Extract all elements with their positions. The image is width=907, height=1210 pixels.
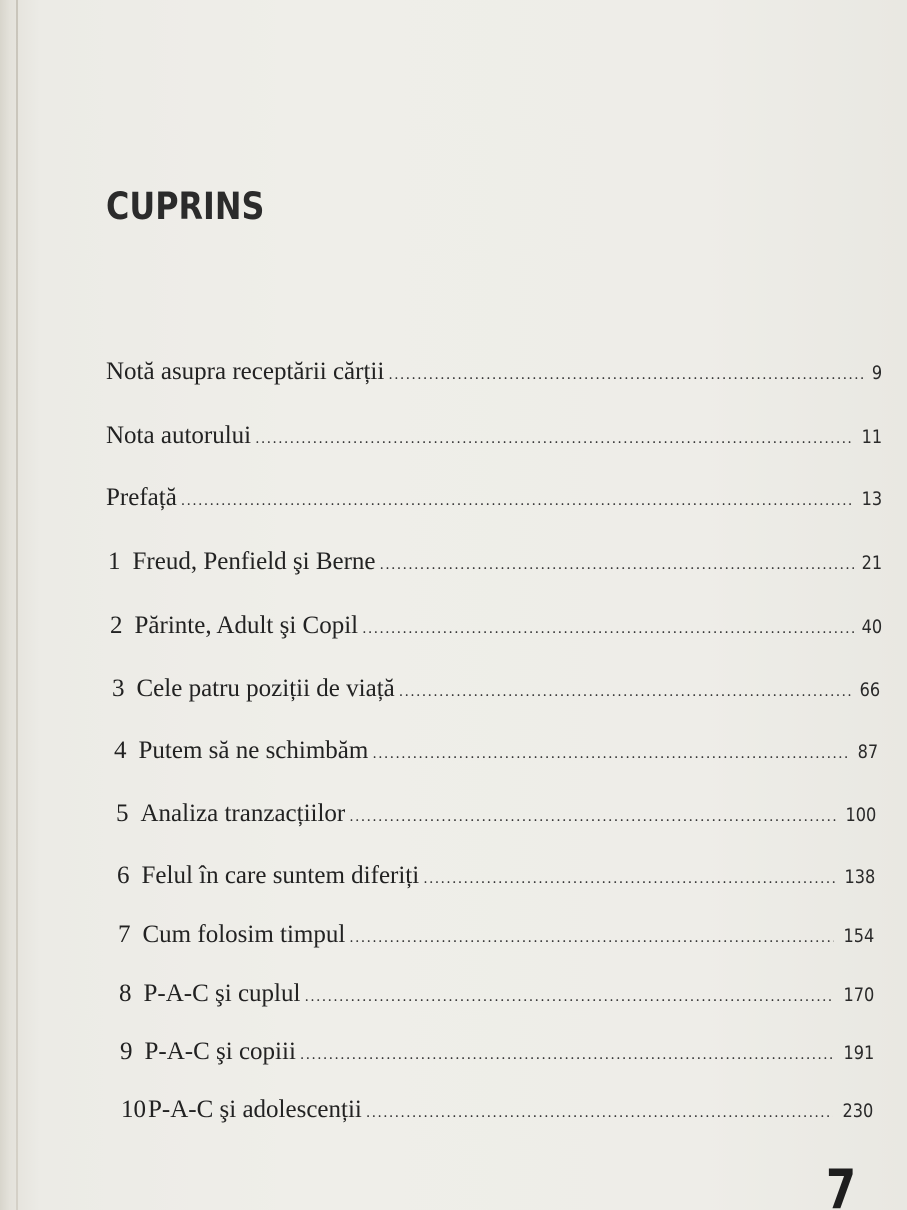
toc-entry-title: Freud, Penfield şi Berne xyxy=(132,548,376,575)
chapter-number: 5 xyxy=(116,800,129,827)
chapter-number: 8 xyxy=(119,980,132,1007)
dot-leader xyxy=(349,809,835,825)
dot-leader xyxy=(399,684,852,700)
toc-entry-title: P-A-C şi adolescenții xyxy=(148,1096,362,1123)
toc-entry xyxy=(106,422,882,462)
toc-entry-title: P-A-C şi copiii xyxy=(144,1038,296,1065)
dot-leader xyxy=(372,746,849,762)
toc-heading: CUPRINS xyxy=(106,185,265,228)
toc-entry xyxy=(119,980,874,1020)
toc-entry-page: 230 xyxy=(842,1100,873,1122)
dot-leader xyxy=(304,989,833,1005)
toc-entry-page: 40 xyxy=(861,616,882,638)
dot-leader xyxy=(366,1105,833,1121)
toc-entry-page: 9 xyxy=(871,362,882,384)
toc-entry-title: Cele patru poziții de viață xyxy=(136,675,395,702)
toc-entry-page: 66 xyxy=(859,679,880,701)
toc-entry xyxy=(110,612,882,652)
chapter-number: 2 xyxy=(110,612,123,639)
toc-entry-title: Părinte, Adult şi Copil xyxy=(134,612,359,639)
toc-entry xyxy=(112,675,880,715)
toc-entry-title: Cum folosim timpul xyxy=(142,921,346,948)
toc-entry xyxy=(120,1038,874,1078)
dot-leader xyxy=(388,367,866,383)
dot-leader xyxy=(423,871,835,887)
chapter-number: 9 xyxy=(120,1038,133,1065)
toc-entry-page: 191 xyxy=(843,1042,874,1064)
toc-entry-title: Prefață xyxy=(106,484,177,511)
dot-leader xyxy=(300,1047,834,1063)
toc-entry-page: 170 xyxy=(843,984,874,1006)
toc-entry xyxy=(117,862,875,902)
chapter-number: 1 xyxy=(108,548,121,575)
toc-entry-title: Notă asupra receptării cărții xyxy=(106,358,385,385)
dot-leader xyxy=(362,621,854,637)
dot-leader xyxy=(349,930,833,946)
chapter-number: 4 xyxy=(114,737,127,764)
toc-entry-page: 21 xyxy=(861,552,882,574)
toc-entry xyxy=(118,921,874,961)
toc-entry-title: P-A-C şi cuplul xyxy=(143,980,301,1007)
chapter-number: 3 xyxy=(112,675,125,702)
chapter-number: 6 xyxy=(117,862,130,889)
toc-entry xyxy=(121,1096,873,1136)
toc-entry xyxy=(114,737,878,777)
chapter-number: 10 xyxy=(121,1096,146,1123)
toc-entry-title: Felul în care suntem diferiți xyxy=(141,862,420,889)
toc-entry-page: 11 xyxy=(861,426,882,448)
page-number: 7 xyxy=(826,1158,857,1210)
toc-entry-page: 138 xyxy=(844,866,875,888)
toc-entry xyxy=(108,548,882,588)
dot-leader xyxy=(181,493,854,509)
toc-entry-title: Putem să ne schimbăm xyxy=(138,737,369,764)
chapter-number: 7 xyxy=(118,921,131,948)
toc-entry xyxy=(106,358,882,398)
toc-entry-title: Analiza tranzacțiilor xyxy=(140,800,346,827)
toc-entry-page: 13 xyxy=(861,488,882,510)
toc-entry-page: 154 xyxy=(843,925,874,947)
toc-entry-page: 87 xyxy=(857,741,878,763)
toc-entry-page: 100 xyxy=(845,804,876,826)
dot-leader xyxy=(380,557,854,573)
toc-entry-title: Nota autorului xyxy=(106,422,252,449)
dot-leader xyxy=(255,431,854,447)
toc-entry xyxy=(116,800,876,840)
toc-entry xyxy=(106,484,882,524)
